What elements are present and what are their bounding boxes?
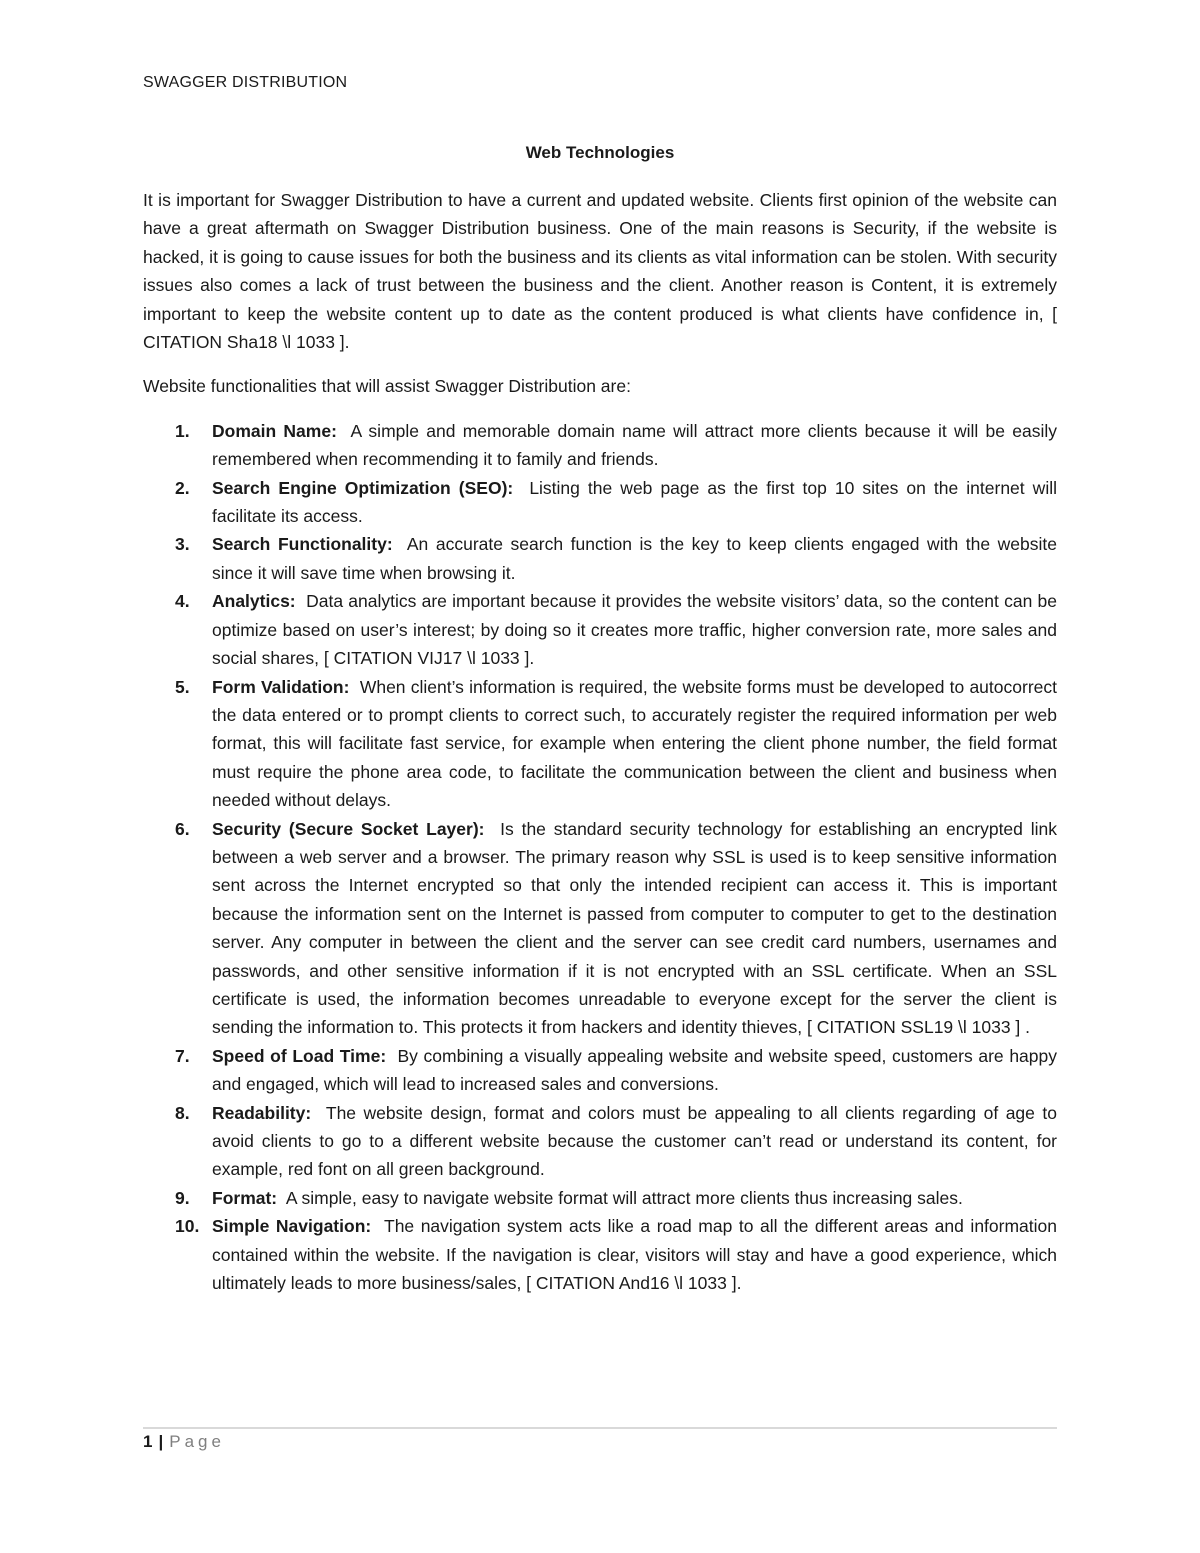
list-item-term: Readability:: [212, 1102, 312, 1123]
list-item-term: Search Functionality:: [212, 534, 393, 555]
list-item-text: By combining a visually appealing website and website speed, customers are happy and engaged, which will lead to increased sales and conversions.: [212, 1045, 1057, 1095]
list-item-term: Search Engine Optimization (SEO):: [212, 477, 514, 498]
page-footer: [143, 1432, 225, 1452]
list-item-term: Form Validation:: [212, 676, 350, 697]
list-item: [143, 587, 1057, 672]
list-item-term: Simple Navigation:: [212, 1216, 372, 1237]
list-item-text: A simple and memorable domain name will attract more clients because it will be easily remembered when recommending it to family and friends.: [212, 420, 1057, 470]
list-item-number: 3.: [175, 534, 190, 555]
page-number: 1: [143, 1432, 153, 1451]
list-item-number: 7.: [175, 1045, 190, 1066]
list-item: [143, 1184, 1057, 1212]
list-item-number: 4.: [175, 591, 190, 612]
list-item-text: The navigation system acts like a road map to all the different areas and information contained within the website. If the navigation is clear, visitors will stay and have a good experience, which ultimately leads to more business/sales, [ CITATION And16 \l 1033 ].: [212, 1216, 1057, 1294]
list-item-number: 10.: [175, 1216, 200, 1237]
list-item-text: Data analytics are important because it provides the website visitors’ data, so the content can be optimize based on user’s interest; by doing so it creates more traffic, higher conversion rate, more sales and social shares, [ CITATION VIJ17 \l 1033 ].: [212, 591, 1057, 669]
list-item-text: A simple, easy to navigate website format will attract more clients thus increasing sales.: [285, 1187, 963, 1208]
list-item: [143, 673, 1057, 815]
running-header: SWAGGER DISTRIBUTION: [143, 74, 348, 91]
list-item: [143, 1099, 1057, 1184]
list-item-number: 8.: [175, 1102, 190, 1123]
list-item: [143, 417, 1057, 474]
document-body: [143, 186, 1057, 1297]
list-item: [143, 474, 1057, 531]
list-item-term: Security (Secure Socket Layer):: [212, 818, 485, 839]
functionalities-list: [143, 417, 1057, 1298]
list-item-text: When client’s information is required, the website forms must be developed to autocorrect the data entered or to prompt clients to correct such, to accurately register the required information per web format, this will facilitate fast service, for example when entering the client phone number, the field format must require the phone area code, to facilitate the communication between the client and business when needed without delays.: [212, 676, 1057, 811]
intro-paragraph: It is important for Swagger Distribution to have a current and updated website. Clients first opinion of the website can have a great aftermath on Swagger Distribution business. One of the main reasons is Security, if the website is hacked, it is going to cause issues for both the business and its clients as vital information can be stolen. With security issues also comes a lack of trust between the business and the client. Another reason is Content, it is extremely important to keep the website content up to date as the content produced is what clients have confidence in, [ CITATION Sha18 \l 1033 ].: [143, 190, 1057, 353]
list-item-number: 1.: [175, 420, 190, 441]
page-label: Page: [169, 1432, 225, 1451]
footer-divider: [143, 1427, 1057, 1429]
list-item-term: Speed of Load Time:: [212, 1045, 387, 1066]
list-item-number: 2.: [175, 477, 190, 498]
list-item-number: 5.: [175, 676, 190, 697]
list-item-text: Listing the web page as the first top 10 sites on the internet will facilitate its access.: [212, 477, 1057, 527]
list-intro-paragraph: Website functionalities that will assist Swagger Distribution are:: [143, 376, 631, 397]
list-item: [143, 1212, 1057, 1297]
list-item-number: 6.: [175, 818, 190, 839]
document-title: Web Technologies: [525, 143, 675, 162]
list-item-text: An accurate search function is the key to keep clients engaged with the website since it will save time when browsing it.: [212, 534, 1058, 583]
footer-separator: |: [158, 1432, 164, 1451]
list-item-term: Domain Name:: [212, 420, 337, 441]
list-item-text: The website design, format and colors must be appealing to all clients regarding of age to avoid clients to go to a different website because the customer can’t read or understand its content, for example, red font on all green background.: [212, 1102, 1057, 1180]
list-item-term: Format:: [212, 1187, 278, 1208]
list-item-text: Is the standard security technology for establishing an encrypted link between a web server and a browser. The primary reason why SSL is used is to keep sensitive information sent across the Internet encrypted so that only the intended recipient can access it. This is important because the information sent on the Internet is passed from computer to computer to get to the destination server. Any computer in between the client and the server can see credit card numbers, usernames and passwords, and other sensitive information if it is not encrypted with an SSL certificate. When an SSL certificate is used, the information becomes unreadable to everyone except for the server the client is sending the information to. This protects it from hackers and identity thieves, [ CITATION SSL19 \l 1033 ] .: [212, 818, 1057, 1038]
list-item: [143, 815, 1057, 1042]
list-item: [143, 1042, 1057, 1099]
list-item: [143, 530, 1057, 587]
list-item-number: 9.: [175, 1187, 190, 1208]
list-item-term: Analytics:: [212, 591, 296, 612]
